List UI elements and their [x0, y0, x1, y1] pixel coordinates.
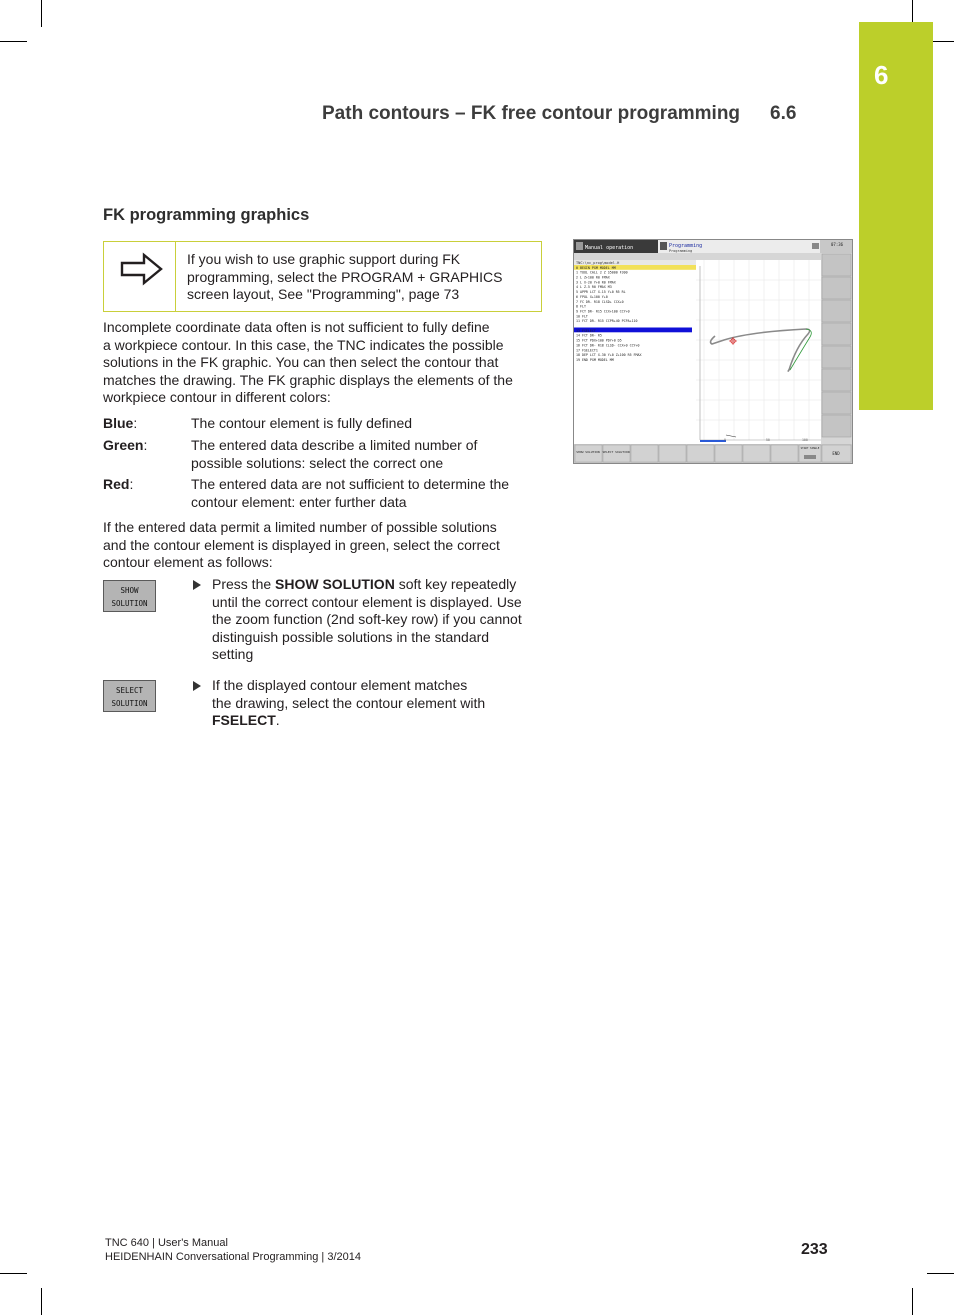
text-line: matches the drawing. The FK graphic displays the elements of the — [103, 371, 513, 388]
chapter-tab — [859, 22, 933, 410]
mode-manual-label: Manual operation — [585, 245, 634, 251]
chapter-number: 6 — [874, 60, 889, 90]
note-text — [187, 251, 527, 304]
running-head-title: Path contours – FK free contour programming — [322, 103, 741, 124]
color-term-green: Green: — [103, 437, 148, 453]
text-line: Incomplete coordinate data often is not sufficient to fully define — [103, 319, 490, 335]
key-name: SHOW SOLUTION — [275, 576, 395, 592]
text-line: workpiece contour in different colors: — [103, 389, 331, 405]
note-box — [103, 241, 542, 312]
program-line: 10 FLT — [576, 314, 588, 319]
program-line: 14 FCT DR- R5 — [576, 333, 602, 338]
program-line: 11 FCT DR- R15 CCPR+40 PCPA+110 — [576, 319, 638, 324]
program-line: 7 FC DR- R18 CLSD+ CCX+0 — [576, 299, 624, 304]
crop-mark — [927, 1273, 954, 1274]
term-label: Blue — [103, 415, 134, 431]
step-show-solution: Press the SHOW SOLUTION soft key repeatedly until the correct contour element is displayed. Use the zoom function (2nd soft-key row) if you cannot distinguish possible solutions in the standard setting — [193, 576, 543, 664]
program-line: 15 FCT PDX+100 PDY+0 D5 — [576, 338, 622, 343]
program-line: 12 FLT PDX+100 PDY+0 D5 — [576, 324, 622, 328]
term-label: Green — [103, 437, 144, 453]
intro-paragraph — [103, 319, 543, 407]
step-bullet-icon — [193, 681, 201, 691]
color-definition-green — [191, 437, 541, 472]
key-name: FSELECT — [212, 712, 276, 728]
text-line: possible solutions: select the correct one — [191, 454, 444, 471]
screen-softkey-label: SELECT SOLUTION — [602, 450, 630, 454]
program-line: 0 BEGIN PGM MODEL MM — [576, 265, 616, 270]
note-line: screen layout, See "Programming", page 73 — [187, 286, 460, 302]
step-bullet-icon — [193, 580, 201, 590]
show-solution-softkey: SHOW SOLUTION — [103, 580, 156, 612]
text-line: and the contour element is displayed in green, select the correct — [103, 536, 500, 553]
color-term-blue: Blue: — [103, 415, 138, 431]
tnc-screenshot — [573, 239, 853, 464]
text-line: contour element as follows: — [103, 554, 273, 570]
note-line: If you wish to use graphic support during FK — [187, 251, 461, 267]
crop-mark — [0, 1273, 27, 1274]
program-line: 2 L Z+100 R0 FMAX — [576, 275, 610, 280]
program-line: 13 FSELECT — [576, 328, 596, 333]
page-number: 233 — [801, 1241, 828, 1258]
screen-softkey-label: SHOW SOLUTION — [576, 450, 600, 454]
crop-mark — [41, 0, 42, 27]
term-label: Red — [103, 476, 130, 492]
program-line: 17 FSELECT1 — [576, 348, 598, 353]
text-line: The entered data describe a limited number of — [191, 437, 478, 453]
footer-line: HEIDENHAIN Conversational Programming | 3/2014 — [105, 1251, 361, 1263]
section-title: FK programming graphics — [103, 206, 310, 224]
footer-line: TNC 640 | User's Manual — [105, 1237, 228, 1249]
footer — [105, 1236, 361, 1264]
mode-programming-label: Programming — [669, 243, 703, 249]
crop-mark — [0, 41, 27, 42]
note-line: programming, select the PROGRAM + GRAPHICS — [187, 268, 503, 285]
running-head-section: 6.6 — [770, 103, 797, 124]
program-line: 8 FLT — [576, 304, 586, 309]
program-path: TNC:\nc_prog\model.H — [576, 261, 620, 265]
text-line: a workpiece contour. In this case, the TNC indicates the possible — [103, 336, 504, 353]
screen-softkey-label: START SINGLE — [800, 447, 820, 450]
color-definition-blue — [191, 415, 541, 433]
program-line: 5 APPR LCT X-15 Y+0 R5 RL — [576, 290, 626, 295]
color-definition-red — [191, 476, 541, 511]
axis-label: 100 — [802, 438, 808, 442]
crop-mark — [912, 1288, 913, 1315]
clock-readout: 07:36 — [831, 242, 844, 247]
program-line: 3 L X-20 Y+0 R0 FMAX — [576, 280, 616, 285]
selection-paragraph — [103, 519, 543, 572]
right-arrow-icon — [120, 252, 164, 286]
program-line: 19 END PGM MODEL MM — [576, 357, 614, 362]
select-solution-softkey: SELECT SOLUTION — [103, 680, 156, 712]
text-line: If the entered data permit a limited number of possible solutions — [103, 519, 497, 535]
step-text: FSELECT. — [212, 712, 280, 728]
program-line: 18 DEP LCT X-30 Y+0 Z+100 R5 FMAX — [576, 353, 642, 358]
text-line: The entered data are not sufficient to determine the — [191, 476, 510, 492]
program-line: 1 TOOL CALL 2 Z S5000 F300 — [576, 270, 628, 275]
program-line: 4 L Z-5 R0 FMAX M3 — [576, 285, 612, 290]
running-head — [322, 103, 796, 125]
text-line: solutions in the FK graphic. You can then select the contour that — [103, 354, 499, 370]
mode-programming-sub: Programming — [669, 249, 693, 253]
screen-softkey-label: END — [832, 451, 840, 456]
axis-label: 0 — [724, 438, 726, 442]
text-line: The contour element is fully defined — [191, 415, 413, 431]
crop-mark — [41, 1288, 42, 1315]
program-line: 9 FCT DR- R15 CCX+100 CCY+0 — [576, 309, 630, 314]
color-term-red: Red: — [103, 476, 134, 492]
axis-label: 50 — [766, 438, 770, 442]
program-line: 6 FPOL X+100 Y+0 — [576, 294, 608, 299]
text-line: contour element: enter further data — [191, 493, 407, 510]
program-line: 16 FCT DR- R18 CLSD- CCX+0 CCY+0 — [576, 343, 640, 348]
step-text: Press the SHOW SOLUTION soft key repeatedly — [212, 576, 517, 592]
note-divider — [175, 242, 176, 311]
step-select-solution: If the displayed contour element matches the drawing, select the contour element with FSELECT. — [193, 677, 543, 730]
tnc-screen-drawing — [574, 240, 852, 463]
